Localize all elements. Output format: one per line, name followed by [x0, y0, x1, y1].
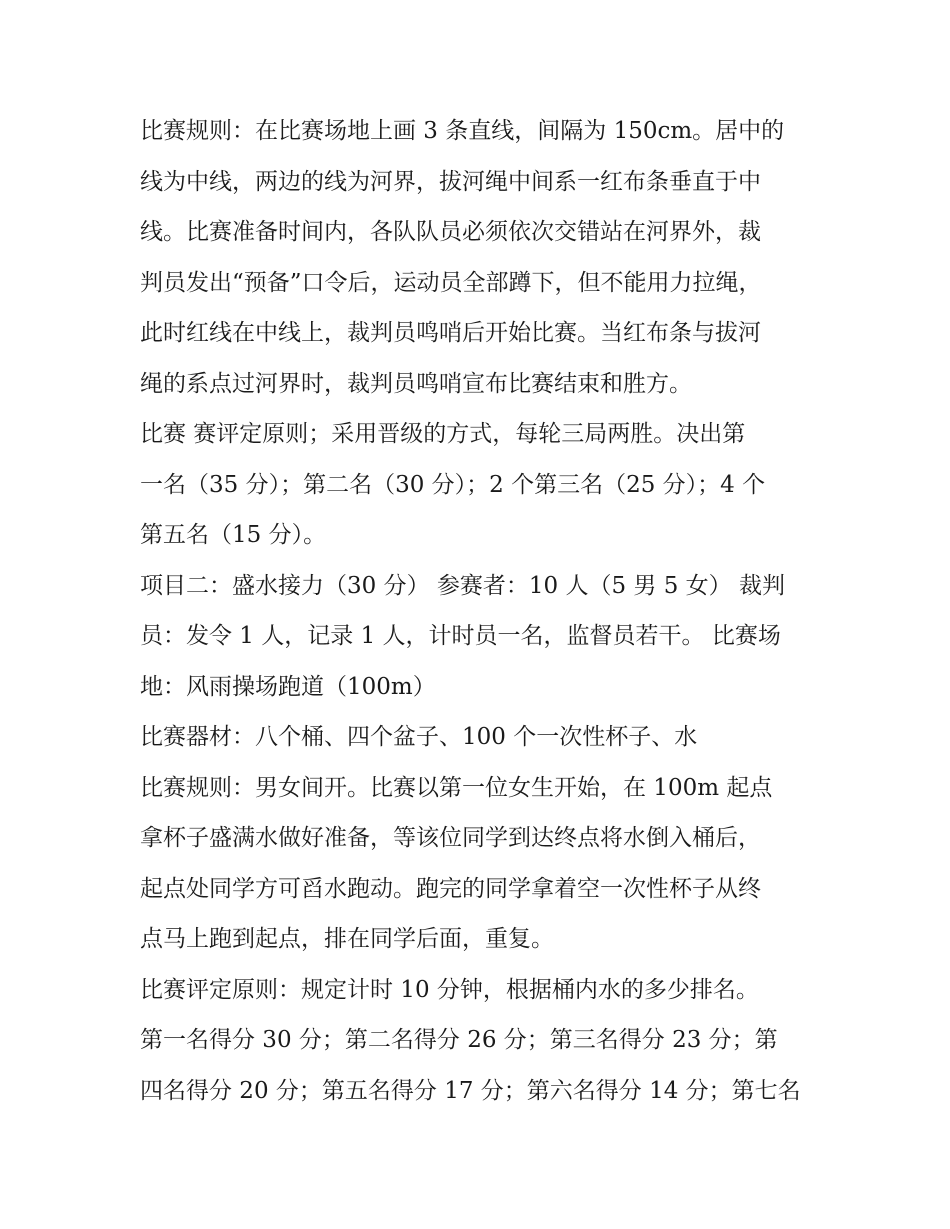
- text-line: 线为中线，两边的线为河界，拔河绳中间系一红布条垂直于中: [140, 168, 761, 195]
- text-line: 比赛器材：八个桶、四个盆子、100 个一次性杯子、水: [140, 724, 698, 750]
- text-line: 第一名得分 30 分；第二名得分 26 分；第三名得分 23 分；第: [140, 1027, 778, 1053]
- text-line: 起点处同学方可舀水跑动。跑完的同学拿着空一次性杯子从终: [140, 875, 761, 902]
- text-line: 此时红线在中线上，裁判员鸣哨后开始比赛。当红布条与拔河: [140, 320, 761, 346]
- document-page: [140, 106, 820, 1116]
- text-line: 比赛规则：在比赛场地上画 3 条直线，间隔为 150cm。居中的: [140, 118, 785, 144]
- text-line: 四名得分 20 分；第五名得分 17 分；第六名得分 14 分；第七名: [140, 1077, 801, 1104]
- text-line: 比赛 赛评定原则；采用晋级的方式，每轮三局两胜。决出第: [140, 421, 746, 447]
- text-line: 地：风雨操场跑道（100m）: [140, 673, 436, 700]
- text-line: 比赛规则：男女间开。比赛以第一位女生开始，在 100m 起点: [140, 774, 773, 801]
- text-line: 员：发令 1 人，记录 1 人，计时员一名，监督员若干。 比赛场: [140, 623, 781, 649]
- text-line: 项目二：盛水接力（30 分） 参赛者：10 人（5 男 5 女） 裁判: [140, 572, 785, 599]
- text-line: 一名（35 分）；第二名（30 分）；2 个第三名（25 分）；4 个: [140, 471, 766, 498]
- text-line: 线。比赛准备时间内，各队队员必须依次交错站在河界外，裁: [140, 219, 761, 245]
- text-line: 比赛评定原则：规定计时 10 分钟，根据桶内水的多少排名。: [140, 976, 759, 1003]
- text-line: 拿杯子盛满水做好准备，等该位同学到达终点将水倒入桶后，: [140, 825, 761, 851]
- text-line: 判员发出“预备”口令后，运动员全部蹲下，但不能用力拉绳，: [140, 269, 762, 296]
- text-line: 点马上跑到起点，排在同学后面，重复。: [140, 926, 554, 952]
- text-line: 绳的系点过河界时，裁判员鸣哨宣布比赛结束和胜方。: [140, 370, 692, 397]
- text-line: 第五名（15 分）。: [140, 522, 327, 548]
